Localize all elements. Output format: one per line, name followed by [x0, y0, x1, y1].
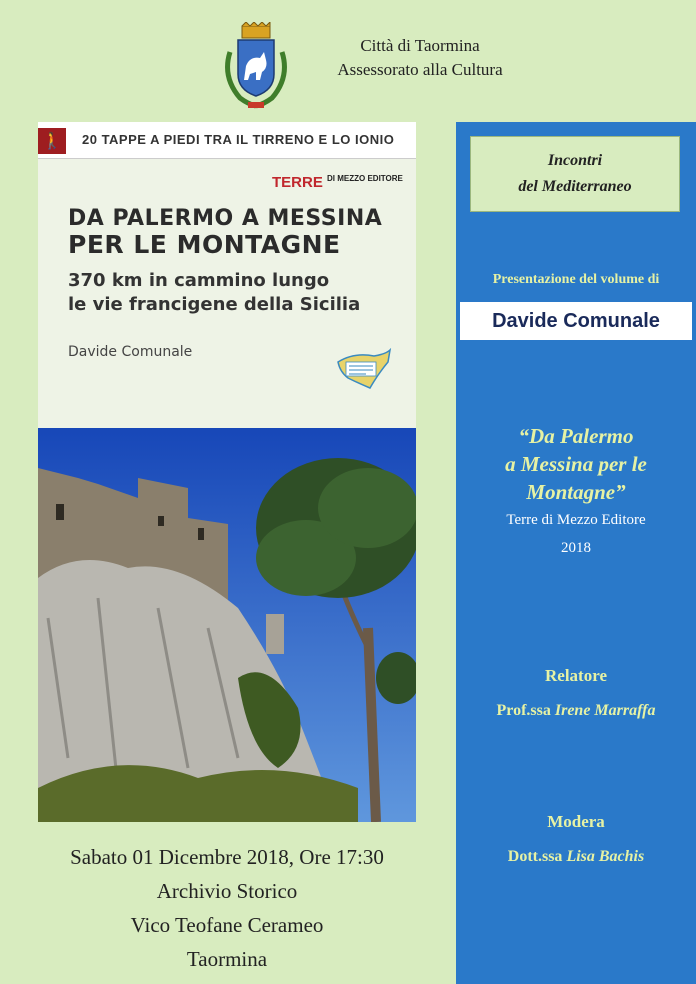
- cover-tagline-band: [38, 122, 416, 159]
- department-name: Assessorato alla Cultura: [337, 60, 503, 79]
- cover-subtitle-line2: le vie francigene della Sicilia: [68, 294, 361, 315]
- cover-author: Davide Comunale: [68, 344, 193, 360]
- event-city: Taormina: [186, 947, 268, 971]
- speaker-name: Irene Marraffa: [554, 702, 656, 719]
- hiker-icon: 🚶: [38, 128, 66, 154]
- cover-subtitle-line1: 370 km in cammino lungo: [68, 270, 330, 291]
- book-title-line3: Montagne”: [526, 480, 626, 504]
- editor-name: Terre di Mezzo Editore: [506, 512, 646, 528]
- header-text: [300, 34, 540, 82]
- event-date-time: Sabato 01 Dicembre 2018, Ore 17:30: [70, 845, 384, 869]
- city-crest-icon: [220, 22, 292, 110]
- book-cover: [38, 122, 416, 822]
- cover-photo: [38, 428, 416, 822]
- publisher-small: DI MEZZO EDITORE: [327, 174, 403, 183]
- moderator-name: Lisa Bachis: [566, 848, 645, 865]
- moderator-title: Dott.ssa: [507, 848, 567, 865]
- speaker-title: Prof.ssa: [496, 702, 555, 719]
- speaker: [456, 702, 696, 720]
- event-details: [20, 840, 434, 976]
- presentation-label: Presentazione del volume di: [492, 272, 660, 287]
- event-info-panel: [456, 122, 696, 984]
- moderator-label: Modera: [547, 812, 605, 831]
- publisher-name: TERRE: [272, 174, 323, 191]
- sicily-map-icon: [334, 348, 392, 392]
- book-title-line2: a Messina per le: [505, 452, 647, 476]
- event-street: Vico Teofane Cerameo: [130, 913, 324, 937]
- city-name: Città di Taormina: [360, 36, 480, 55]
- event-venue: Archivio Storico: [156, 879, 298, 903]
- cover-tagline: 20 TAPPE A PIEDI TRA IL TIRRENO E LO IONIO: [82, 132, 395, 147]
- cover-title-line2: PER LE MONTAGNE: [68, 230, 341, 259]
- speaker-label: Relatore: [545, 666, 607, 685]
- publisher-logo: [272, 174, 403, 191]
- cover-title-line1: DA PALERMO A MESSINA: [68, 206, 383, 231]
- series-box: [470, 136, 680, 212]
- book-title-line1: “Da Palermo: [518, 424, 634, 448]
- series-line1: Incontri: [547, 152, 603, 169]
- author-name-box: Davide Comunale: [460, 302, 692, 340]
- series-line2: del Mediterraneo: [518, 178, 632, 195]
- moderator: [456, 848, 696, 866]
- publication-year: 2018: [561, 540, 591, 556]
